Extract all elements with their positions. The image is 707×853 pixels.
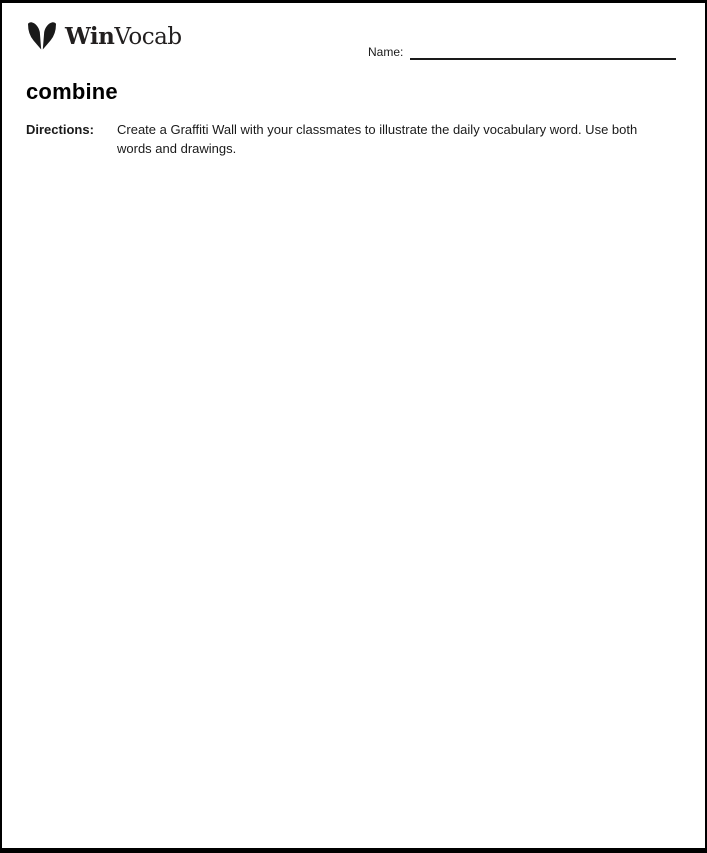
winvocab-v-icon [26, 21, 58, 52]
logo-text-win: Win [65, 23, 115, 50]
vocabulary-word-title: combine [26, 79, 118, 104]
directions-section [26, 120, 671, 158]
logo-wordmark [65, 23, 182, 50]
logo-text-vocab: Vocab [114, 24, 182, 50]
directions-text: Create a Graffiti Wall with your classmates to illustrate the daily vocabulary word. Use both words and drawings. [117, 122, 638, 156]
directions-label: Directions: [26, 122, 94, 137]
logo [26, 21, 182, 52]
name-row [368, 45, 676, 60]
name-blank-line[interactable] [410, 45, 676, 60]
name-label: Name: [368, 45, 404, 59]
